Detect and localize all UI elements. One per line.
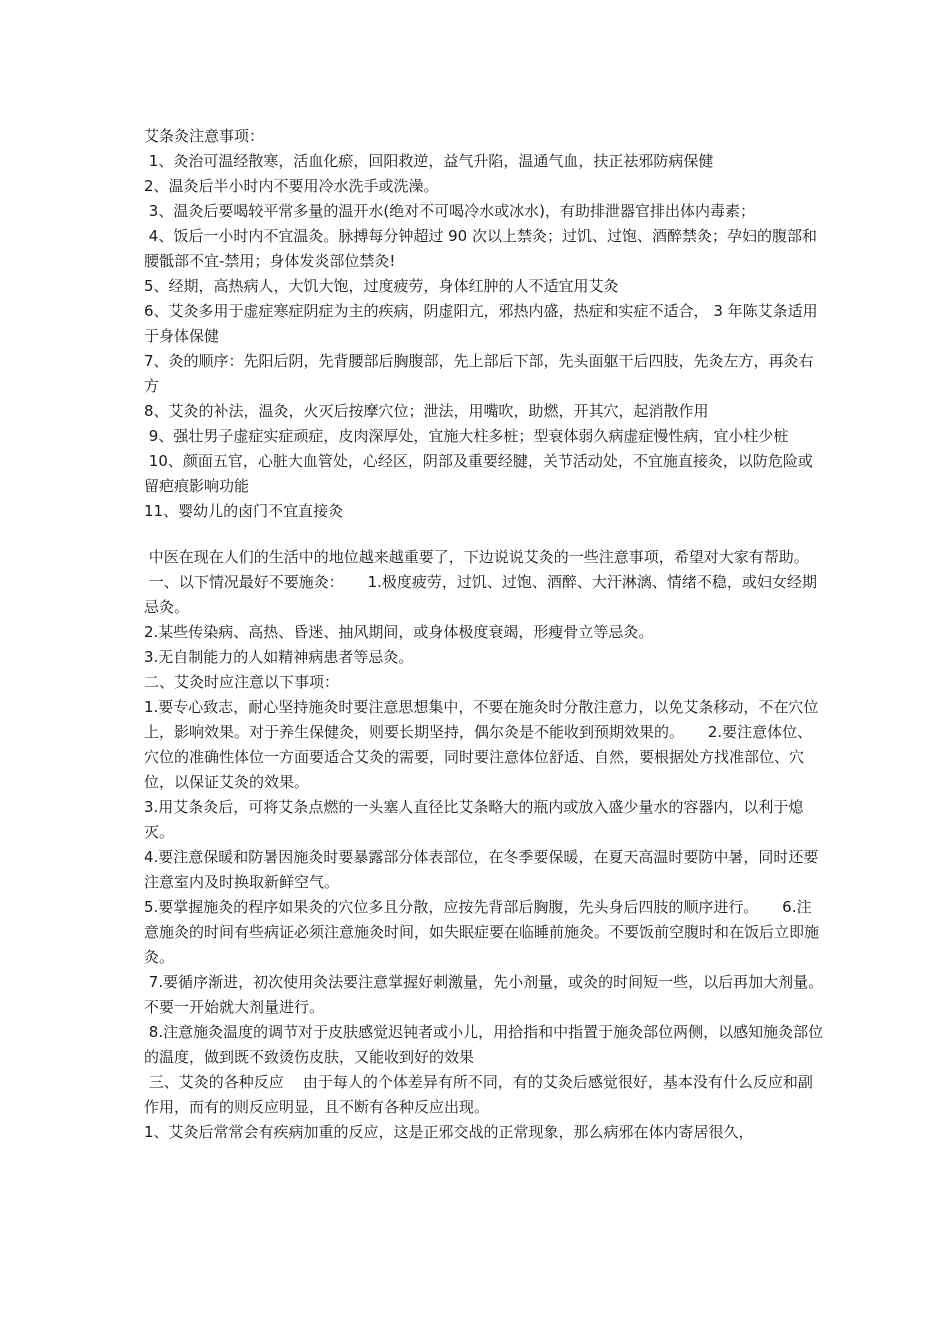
body-paragraph: 3.用艾条灸后，可将艾条点燃的一头塞人直径比艾条略大的瓶内或放入盛少量水的容器内，以利于熄灭。 <box>144 798 804 841</box>
section-moxibustion-notes <box>144 124 824 524</box>
document-page <box>144 124 824 1145</box>
section-tcm-precautions <box>144 545 824 1145</box>
note-item: 4、饭后一小时内不宜温灸。脉搏每分钟超过 90 次以上禁灸；过饥、过饱、酒醉禁灸；孕妇的腹部和腰骶部不宜-禁用；身体发炎部位禁灸! <box>144 227 817 270</box>
body-paragraph: 1、艾灸后常常会有疾病加重的反应，这是正邪交战的正常现象，那么病邪在体内寄居很久， <box>144 1123 754 1141</box>
body-paragraph: 7.要循序渐进，初次使用灸法要注意掌握好刺激量，先小剂量，或灸的时间短一些，以后再加大剂量。不要一开始就大剂量进行。 <box>144 973 824 1016</box>
note-item: 7、灸的顺序：先阳后阴，先背腰部后胸腹部，先上部后下部，先头面躯干后四肢，先灸左方，再灸右方 <box>144 352 814 395</box>
body-paragraph: 5.要掌握施灸的程序如果灸的穴位多且分散，应按先背部后胸腹，先头身后四肢的顺序进行。 6.注意施灸的时间有些病证必须注意施灸时间，如失眠症要在临睡前施灸。不要饭前空腹时和在饭后立即施灸。 <box>144 898 820 966</box>
body-paragraph: 二、艾灸时应注意以下事项： <box>144 673 340 691</box>
body-paragraph: 一、以下情况最好不要施灸： 1.极度疲劳，过饥、过饱、酒醉、大汗淋漓、情绪不稳，或妇女经期忌灸。 <box>144 573 817 616</box>
note-item: 6、艾灸多用于虚症寒症阴症为主的疾病，阴虚阳亢，邪热内盛，热症和实症不适合， 3 年陈艾条适用于身体保健 <box>144 302 818 345</box>
note-item: 11、婴幼儿的卤门不宜直接灸 <box>144 502 344 520</box>
body-paragraph: 4.要注意保暖和防暑因施灸时要暴露部分体表部位，在冬季要保暖，在夏天高温时要防中暑，同时还要注意室内及时换取新鲜空气。 <box>144 848 819 891</box>
note-item: 10、颜面五官，心脏大血管处，心经区，阴部及重要经腱，关节活动处，不宜施直接灸，以防危险或留疤痕影响功能 <box>144 452 813 495</box>
note-item: 3、温灸后要喝较平常多量的温开水(绝对不可喝冷水或冰水)，有助排泄器官排出体内毒素； <box>144 202 756 220</box>
intro-paragraph: 中医在现在人们的生活中的地位越来越重要了，下边说说艾灸的一些注意事项，希望对大家有帮助。 <box>144 548 809 566</box>
paragraph-spacer <box>144 524 824 545</box>
note-item: 8、艾灸的补法，温灸，火灭后按摩穴位；泄法，用嘴吹，助燃，开其穴，起消散作用 <box>144 402 709 420</box>
body-paragraph: 1.要专心致志，耐心坚持施灸时要注意思想集中，不要在施灸时分散注意力，以免艾条移动，不在穴位上，影响效果。对于养生保健灸，则要长期坚持，偶尔灸是不能收到预期效果的。 2.要注意体位、穴位的准确性体位一方面要适合艾灸的需要，同时要注意体位舒适、自然，要根据处方找准部位、穴位，以保证艾灸的效果。 <box>144 698 819 791</box>
section-title: 艾条灸注意事项： <box>144 127 265 145</box>
note-item: 2、温灸后半小时内不要用冷水洗手或洗澡。 <box>144 177 439 195</box>
note-item: 5、经期，高热病人，大饥大饱，过度疲劳，身体红肿的人不适宜用艾灸 <box>144 277 619 295</box>
note-item: 9、强壮男子虚症实症顽症，皮肉深厚处，宜施大柱多桩；型衰体弱久病虚症慢性病，宜小柱少桩 <box>144 427 789 445</box>
body-paragraph: 8.注意施灸温度的调节对于皮肤感觉迟钝者或小儿，用拾指和中指置于施灸部位两侧，以感知施灸部位的温度，做到既不致烫伤皮肤，又能收到好的效果 <box>144 1023 824 1066</box>
body-paragraph: 三、艾灸的各种反应 由于每人的个体差异有所不同，有的艾灸后感觉很好，基本没有什么反应和副作用，而有的则反应明显，且不断有各种反应出现。 <box>144 1073 813 1116</box>
note-item: 1、灸治可温经散寒，活血化瘀，回阳救逆，益气升陷，温通气血，扶正祛邪防病保健 <box>144 152 714 170</box>
body-paragraph: 3.无自制能力的人如精神病患者等忌灸。 <box>144 648 414 666</box>
body-paragraph: 2.某些传染病、高热、昏迷、抽风期间，或身体极度衰竭，形瘦骨立等忌灸。 <box>144 623 654 641</box>
